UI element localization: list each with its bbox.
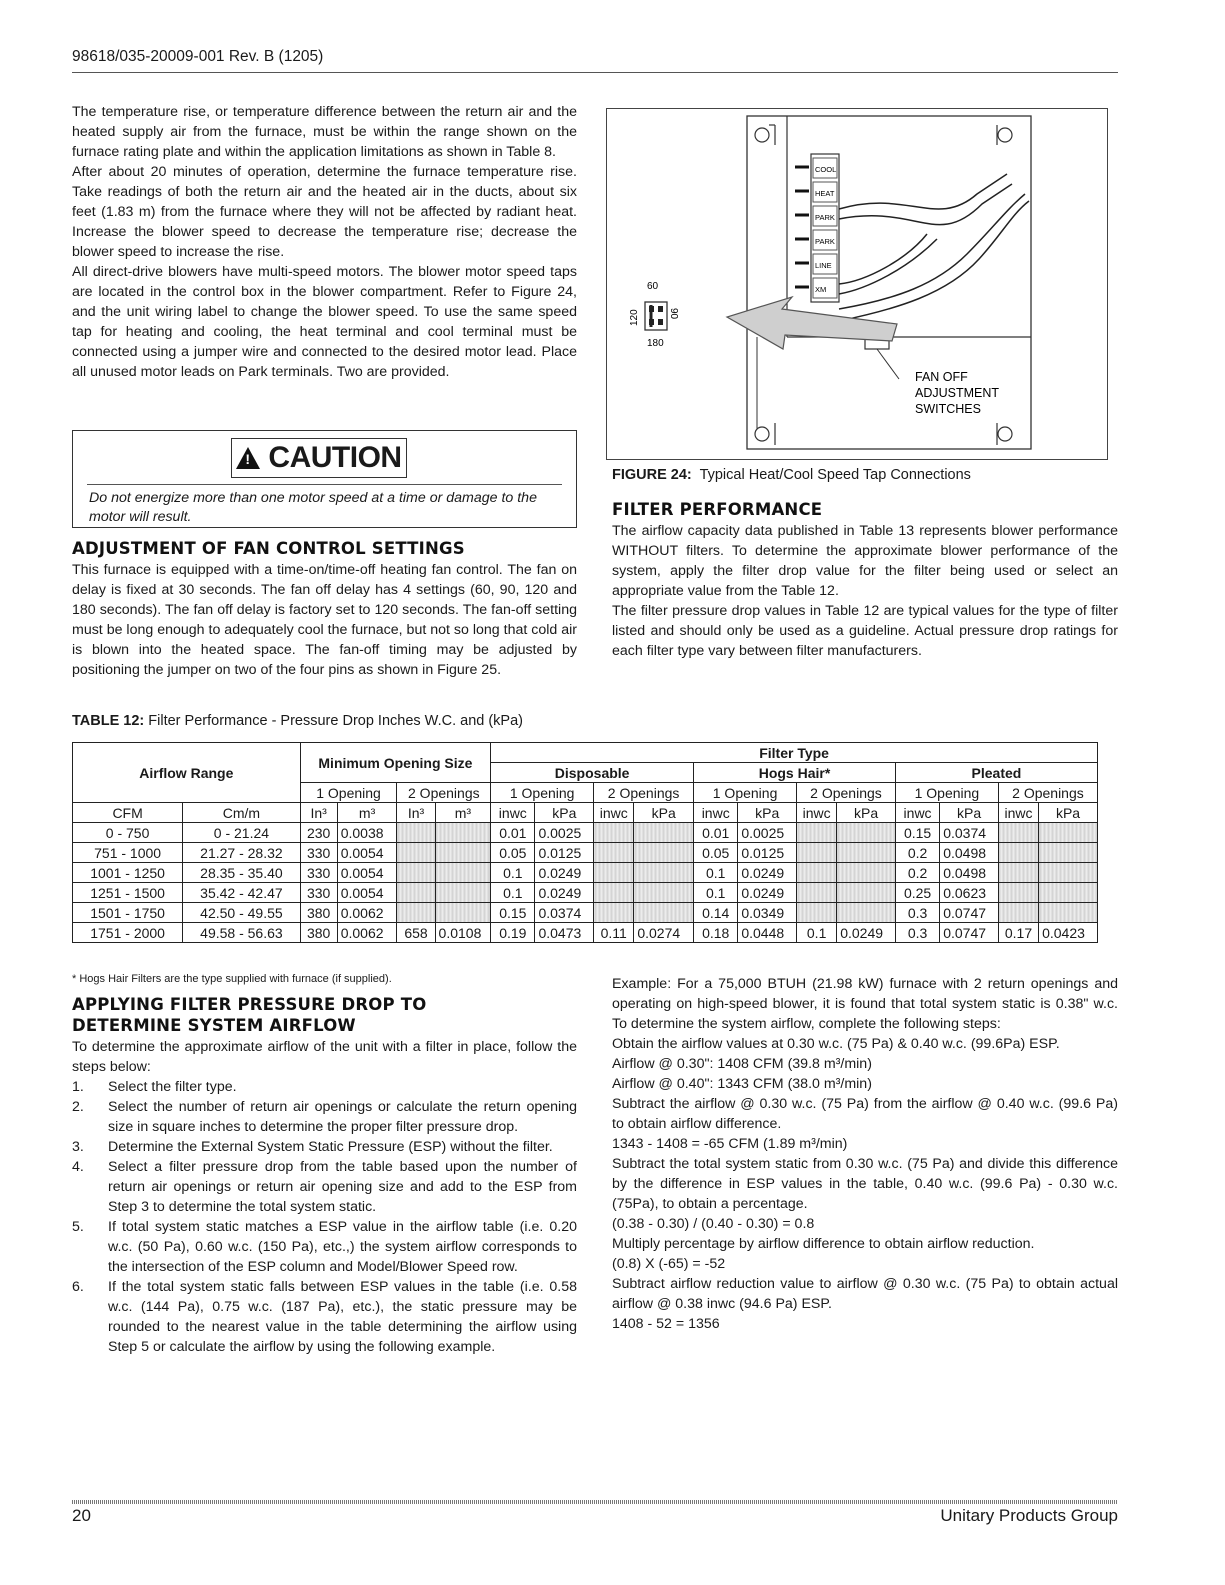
table-cell: 0.0623 xyxy=(940,883,999,903)
table-cell xyxy=(837,883,896,903)
table-cell: 0.15 xyxy=(491,903,535,923)
example-line: (0.38 - 0.30) / (0.40 - 0.30) = 0.8 xyxy=(612,1216,815,1232)
figure-24 xyxy=(606,108,1108,460)
table-cell: 0.1 xyxy=(694,883,738,903)
table-cell: 0.0062 xyxy=(337,923,397,943)
table-cell: 0.0423 xyxy=(1039,923,1098,943)
figure-caption xyxy=(612,467,971,483)
header-inwc: inwc xyxy=(694,803,738,823)
table-cell: 0.0498 xyxy=(940,843,999,863)
table-cell: 0.25 xyxy=(895,883,939,903)
table-cell: 0.1 xyxy=(797,923,837,943)
table-cell: 0.0249 xyxy=(837,923,896,943)
header-pleated: Pleated xyxy=(895,763,1097,783)
table-cell xyxy=(594,903,634,923)
step-item: 6. If the total system static falls between ESP values in the table (i.e. 0.58 w.c. (144 Pa), 0.75 w.c. (187 Pa), etc.), the static pressure may be rounded to the nearest value in the table determining the airflow using Step 5 or calculate the airflow by using the following example. xyxy=(72,1279,577,1355)
table-cell: 330 xyxy=(300,863,337,883)
filter-performance-heading: FILTER PERFORMANCE xyxy=(612,500,823,519)
caution-label: CAUTION xyxy=(268,441,402,474)
table-cell: 0.0249 xyxy=(535,863,594,883)
table-cell: 658 xyxy=(397,923,435,943)
table-cell: 0.2 xyxy=(895,843,939,863)
header-kpa: kPa xyxy=(634,803,694,823)
table-row xyxy=(73,863,1098,883)
table-cell xyxy=(594,823,634,843)
table-cell: 0.0249 xyxy=(738,883,797,903)
table-cell xyxy=(998,843,1038,863)
intro-paragraph: All direct-drive blowers have multi-speed motors. The blower motor speed taps are located in the control box in the blower compartment. Refer to Figure 24, and the unit wiring label to change the blower speed. To use the same speed tap for heating and cooling, the heat terminal and cool terminal must be connected using a jumper wire and connected to the desired motor lead. Place all unused motor leads on Park terminals. Two are provided. xyxy=(72,264,577,380)
example-line: Subtract the airflow @ 0.30 w.c. (75 Pa) from the airflow @ 0.40 w.c. (99.6 Pa) to obtain airflow difference. xyxy=(612,1096,1118,1132)
table-cell xyxy=(1039,843,1098,863)
table-cell xyxy=(797,823,837,843)
header-cmm: Cm/m xyxy=(183,803,300,823)
header-one-opening: 1 Opening xyxy=(300,783,397,803)
table-cell: 0.3 xyxy=(895,903,939,923)
header-kpa: kPa xyxy=(940,803,999,823)
terminal-label: XM xyxy=(815,285,827,294)
table-cell: 0.0054 xyxy=(337,863,397,883)
header-one-opening: 1 Opening xyxy=(694,783,797,803)
terminal-label: COOL xyxy=(815,165,837,174)
jumper-pin-block xyxy=(645,302,667,330)
table-body xyxy=(73,823,1098,943)
table-cell xyxy=(634,863,694,883)
warning-triangle-icon xyxy=(236,447,260,469)
table-cell xyxy=(1039,883,1098,903)
table-cell: 0.0025 xyxy=(738,823,797,843)
example-line: Subtract the total system static from 0.30 w.c. (75 Pa) and divide this difference by the difference in ESP values in the table, 0.40 w.c. (99.6 Pa) - 0.30 w.c. (75Pa), to obtain a percentage. xyxy=(612,1156,1118,1212)
table-cell xyxy=(998,823,1038,843)
table-cell xyxy=(435,863,491,883)
table-cell: 0.2 xyxy=(895,863,939,883)
table-cell xyxy=(837,823,896,843)
header-two-openings: 2 Openings xyxy=(397,783,491,803)
table-cell: 1501 - 1750 xyxy=(73,903,183,923)
table-cell xyxy=(435,843,491,863)
step-item: 3. Determine the External System Static Pressure (ESP) without the filter. xyxy=(72,1139,553,1155)
table-cell: 380 xyxy=(300,903,337,923)
table-cell: 0.1 xyxy=(491,863,535,883)
terminal-label: LINE xyxy=(815,261,832,270)
table-cell: 0.3 xyxy=(895,923,939,943)
table-cell xyxy=(397,863,435,883)
pin-label-60: 60 xyxy=(647,281,659,292)
table-cell: 0.0349 xyxy=(738,903,797,923)
table-cell: 0.14 xyxy=(694,903,738,923)
table-cell xyxy=(1039,823,1098,843)
example-line: Multiply percentage by airflow difference to obtain airflow reduction. xyxy=(612,1236,1035,1252)
example-line: Subtract airflow reduction value to airflow @ 0.30 w.c. (75 Pa) to obtain actual airflow @ 0.38 inwc (94.6 Pa) ESP. xyxy=(612,1276,1118,1312)
caution-banner xyxy=(231,438,407,478)
example-line: 1408 - 52 = 1356 xyxy=(612,1316,720,1332)
example-line: Airflow @ 0.40": 1343 CFM (38.0 m³/min) xyxy=(612,1076,872,1092)
filter-performance-section xyxy=(612,499,1118,661)
header-filter-type: Filter Type xyxy=(491,743,1098,763)
intro-paragraph: After about 20 minutes of operation, determine the furnace temperature rise. Take readings of both the return air and the heated air in the ducts, about six feet (1.83 m) from the furnace where they will not be affected by radiant heat. Increase the blower speed to decrease the temperature rise; decrease the blower speed to increase the rise. xyxy=(72,164,577,260)
example-line: Airflow @ 0.30": 1408 CFM (39.8 m³/min) xyxy=(612,1056,872,1072)
fan-control-heading: ADJUSTMENT OF FAN CONTROL SETTINGS xyxy=(72,539,465,558)
table-cell: 0.0747 xyxy=(940,903,999,923)
filter-performance-paragraph: The filter pressure drop values in Table 12 are typical values for the type of filter listed and should only be used as a guideline. Actual pressure drop ratings for each filter type vary between filter manufacturers. xyxy=(612,603,1118,659)
table-caption-label: TABLE 12: xyxy=(72,713,145,729)
table-cell: 49.58 - 56.63 xyxy=(183,923,300,943)
table-cell: 0.0274 xyxy=(634,923,694,943)
company-name: Unitary Products Group xyxy=(940,1506,1118,1525)
header-kpa: kPa xyxy=(738,803,797,823)
table-cell xyxy=(837,903,896,923)
applying-heading-line: APPLYING FILTER PRESSURE DROP TO xyxy=(72,995,427,1014)
table-cell xyxy=(797,903,837,923)
step-item: 1. Select the filter type. xyxy=(72,1079,237,1095)
table-cell: 0.0038 xyxy=(337,823,397,843)
table-row xyxy=(73,923,1098,943)
caution-divider xyxy=(87,484,562,485)
footer-rule xyxy=(72,1500,1118,1504)
header-airflow-range: Airflow Range xyxy=(73,743,301,803)
header-m3: m³ xyxy=(435,803,491,823)
header-one-opening: 1 Opening xyxy=(895,783,998,803)
pin-label-120: 120 xyxy=(629,309,640,326)
page-number: 20 xyxy=(72,1506,91,1525)
filter-performance-paragraph: The airflow capacity data published in Table 13 represents blower performance WITHOUT filters. To determine the approximate blower performance of the system, apply the filter drop value for the filter being used or select an appropriate value from the Table 12. xyxy=(612,523,1118,599)
speed-tap-diagram xyxy=(607,109,1107,459)
table-cell xyxy=(634,883,694,903)
table-cell xyxy=(634,823,694,843)
steps-list xyxy=(72,1077,577,1357)
table-cell xyxy=(797,883,837,903)
header-inwc: inwc xyxy=(998,803,1038,823)
applying-section xyxy=(72,994,577,1357)
table-cell: 0.0249 xyxy=(738,863,797,883)
header-one-opening: 1 Opening xyxy=(491,783,594,803)
header-in3: In³ xyxy=(397,803,435,823)
table-cell: 330 xyxy=(300,883,337,903)
table-cell xyxy=(837,843,896,863)
fan-control-section xyxy=(72,538,577,680)
table-row xyxy=(73,903,1098,923)
table-cell: 0.0025 xyxy=(535,823,594,843)
example-section xyxy=(612,974,1118,1334)
header-m3: m³ xyxy=(337,803,397,823)
table-cell: 0.0747 xyxy=(940,923,999,943)
table-cell: 0.17 xyxy=(998,923,1038,943)
table-row xyxy=(73,883,1098,903)
header-inwc: inwc xyxy=(797,803,837,823)
arrow-shape xyxy=(727,297,897,349)
table-cell: 0.0473 xyxy=(535,923,594,943)
table-cell xyxy=(1039,863,1098,883)
example-line: 1343 - 1408 = -65 CFM (1.89 m³/min) xyxy=(612,1136,848,1152)
table-cell: 0 - 21.24 xyxy=(183,823,300,843)
header-min-opening: Minimum Opening Size xyxy=(300,743,491,783)
table-cell xyxy=(397,903,435,923)
table-cell xyxy=(397,823,435,843)
table-cell: 1751 - 2000 xyxy=(73,923,183,943)
applying-intro: To determine the approximate airflow of the unit with a filter in place, follow the steps below: xyxy=(72,1039,577,1075)
callout-line: FAN OFF xyxy=(915,370,968,384)
caution-text: Do not energize more than one motor speed at a time or damage to the motor will result. xyxy=(89,490,537,525)
table-cell: 0.0249 xyxy=(535,883,594,903)
table-cell: 0.0448 xyxy=(738,923,797,943)
header-inwc: inwc xyxy=(594,803,634,823)
table-cell xyxy=(998,903,1038,923)
terminal-label: HEAT xyxy=(815,189,835,198)
pin-label-90: 90 xyxy=(668,308,679,320)
table-cell xyxy=(634,843,694,863)
table-cell: 0.0062 xyxy=(337,903,397,923)
table-footnote: * Hogs Hair Filters are the type supplied with furnace (if supplied). xyxy=(72,973,392,985)
table-cell: 0.0054 xyxy=(337,843,397,863)
table-cell: 0.18 xyxy=(694,923,738,943)
applying-heading-line: DETERMINE SYSTEM AIRFLOW xyxy=(72,1016,356,1035)
table-row xyxy=(73,823,1098,843)
table-cell: 0.0374 xyxy=(535,903,594,923)
table-cell: 35.42 - 42.47 xyxy=(183,883,300,903)
table-cell: 751 - 1000 xyxy=(73,843,183,863)
header-disposable: Disposable xyxy=(491,763,694,783)
table-cell: 0 - 750 xyxy=(73,823,183,843)
table-cell: 380 xyxy=(300,923,337,943)
header-rule xyxy=(72,72,1118,73)
table-cell xyxy=(594,883,634,903)
table-cell: 230 xyxy=(300,823,337,843)
fan-control-text: This furnace is equipped with a time-on/time-off heating fan control. The fan on delay is fixed at 30 seconds. The fan off delay has 4 settings (60, 90, 120 and 180 seconds). The fan off delay is factory set to 120 seconds. The fan-off setting must be long enough to adequately cool the furnace, but not so long that cold air is blown into the heated space. The fan-off timing may be adjusted by positioning the jumper on two of the four pins as shown in Figure 25. xyxy=(72,562,577,678)
figure-caption-label: FIGURE 24: xyxy=(612,467,692,483)
figure-caption-text: Typical Heat/Cool Speed Tap Connections xyxy=(699,467,971,483)
step-item: 5. If total system static matches a ESP value in the airflow table (i.e. 0.20 w.c. (50 Pa), 0.60 w.c. (150 Pa), etc.,) the system airflow corresponds to the intersection of the ESP column and Model/Blower Speed row. xyxy=(72,1219,577,1275)
table-cell xyxy=(594,863,634,883)
header-two-openings: 2 Openings xyxy=(797,783,896,803)
header-two-openings: 2 Openings xyxy=(594,783,694,803)
table-cell: 0.0498 xyxy=(940,863,999,883)
header-hogs-hair: Hogs Hair* xyxy=(694,763,896,783)
example-line: Example: For a 75,000 BTUH (21.98 kW) furnace with 2 return openings and operating on high-speed blower, it is found that total system static is 0.38" w.c. To determine the system airflow, complete the following steps: xyxy=(612,976,1118,1032)
table-cell xyxy=(435,823,491,843)
header-inwc: inwc xyxy=(491,803,535,823)
table-cell: 0.05 xyxy=(491,843,535,863)
header-kpa: kPa xyxy=(535,803,594,823)
table-cell xyxy=(837,863,896,883)
step-item: 2. Select the number of return air openings or calculate the return opening size in square inches to determine the proper filter pressure drop. xyxy=(72,1099,577,1135)
step-item: 4. Select a filter pressure drop from the table based upon the number of return air openings or return air opening size and add to the ESP from Step 3 to determine the total system static. xyxy=(72,1159,577,1215)
table-cell: 0.01 xyxy=(694,823,738,843)
table-row xyxy=(73,843,1098,863)
table-cell: 0.05 xyxy=(694,843,738,863)
table-cell: 0.19 xyxy=(491,923,535,943)
table-cell: 0.0125 xyxy=(738,843,797,863)
table-cell: 330 xyxy=(300,843,337,863)
intro-paragraph: The temperature rise, or temperature difference between the return air and the heated supply air from the furnace, must be within the range shown on the furnace rating plate and within the application limitations as shown in Table 8. xyxy=(72,104,577,160)
table-cell xyxy=(435,903,491,923)
document-number: 98618/035-20009-001 Rev. B (1205) xyxy=(72,48,324,65)
table-cell: 0.0108 xyxy=(435,923,491,943)
table-cell xyxy=(397,843,435,863)
table-cell: 1001 - 1250 xyxy=(73,863,183,883)
table-cell: 42.50 - 49.55 xyxy=(183,903,300,923)
table-cell: 21.27 - 28.32 xyxy=(183,843,300,863)
table-cell xyxy=(797,863,837,883)
table-cell: 0.01 xyxy=(491,823,535,843)
terminal-label: PARK xyxy=(815,213,835,222)
header-kpa: kPa xyxy=(837,803,896,823)
table-cell: 0.1 xyxy=(491,883,535,903)
table-cell: 28.35 - 35.40 xyxy=(183,863,300,883)
example-line: (0.8) X (-65) = -52 xyxy=(612,1256,726,1272)
table-cell xyxy=(397,883,435,903)
table-cell: 0.0054 xyxy=(337,883,397,903)
table-cell: 0.0125 xyxy=(535,843,594,863)
table-cell xyxy=(435,883,491,903)
header-cfm: CFM xyxy=(73,803,183,823)
table-cell xyxy=(797,843,837,863)
table-caption-text: Filter Performance - Pressure Drop Inches W.C. and (kPa) xyxy=(148,713,523,729)
pin-label-180: 180 xyxy=(647,338,664,349)
table-cell xyxy=(998,863,1038,883)
table-cell: 0.11 xyxy=(594,923,634,943)
table-cell xyxy=(594,843,634,863)
table-cell xyxy=(1039,903,1098,923)
table-cell xyxy=(634,903,694,923)
callout-line: ADJUSTMENT xyxy=(915,386,1000,400)
table-cell: 1251 - 1500 xyxy=(73,883,183,903)
caution-box xyxy=(72,430,577,528)
header-inwc: inwc xyxy=(895,803,939,823)
table-cell xyxy=(998,883,1038,903)
intro-section xyxy=(72,102,577,382)
example-line: Obtain the airflow values at 0.30 w.c. (75 Pa) & 0.40 w.c. (99.6Pa) ESP. xyxy=(612,1036,1060,1052)
filter-performance-table xyxy=(72,742,1098,943)
header-two-openings: 2 Openings xyxy=(998,783,1097,803)
table-cell: 0.1 xyxy=(694,863,738,883)
terminal-label: PARK xyxy=(815,237,835,246)
table-caption xyxy=(72,713,523,729)
table-cell: 0.0374 xyxy=(940,823,999,843)
table-cell: 0.15 xyxy=(895,823,939,843)
header-kpa: kPa xyxy=(1039,803,1098,823)
callout-line: SWITCHES xyxy=(915,402,981,416)
header-in3: In³ xyxy=(300,803,337,823)
